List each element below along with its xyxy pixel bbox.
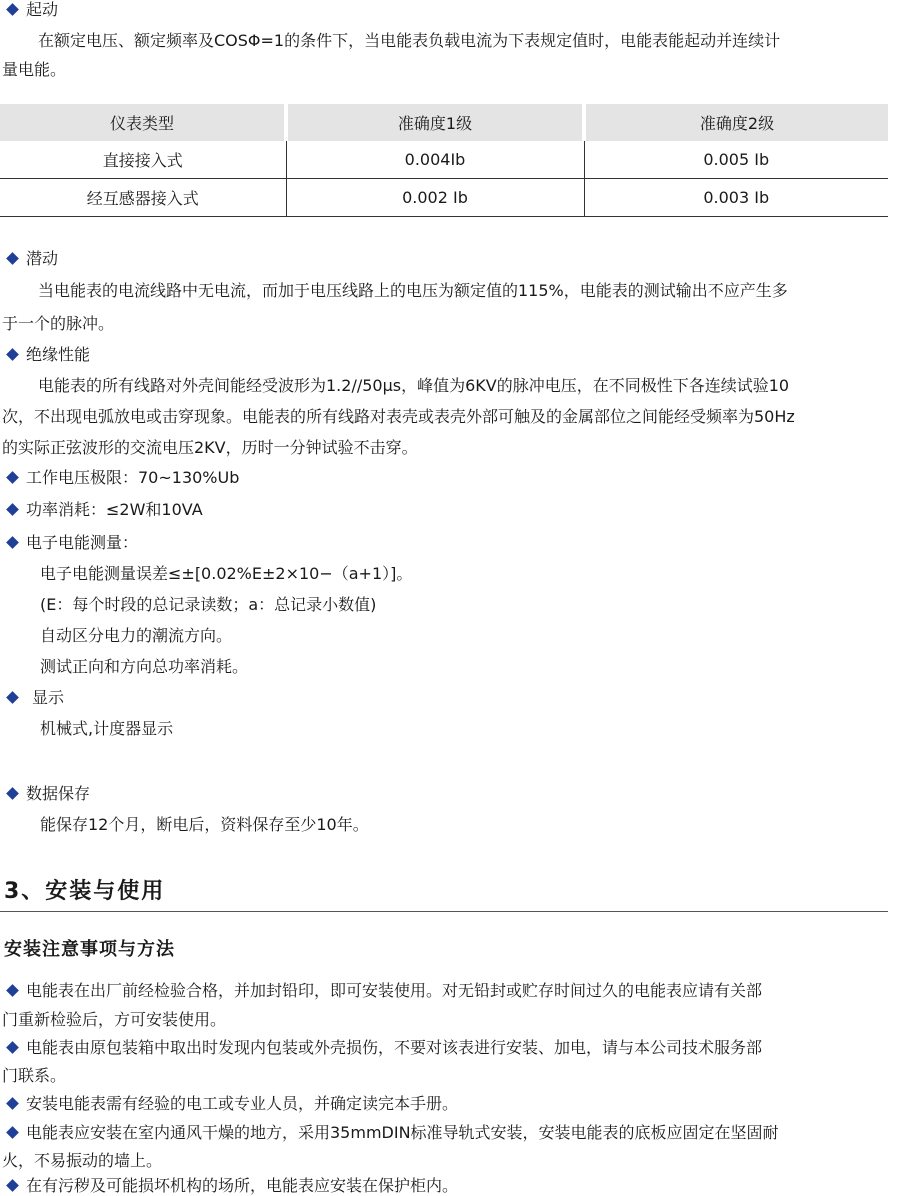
insulation-text-line2: 次，不出现电弧放电或击穿现象。电能表的所有线路对表壳或表壳外部可触及的金属部位之间能经受频率为50Hz: [2, 407, 795, 426]
section-title: 3、安装与使用: [4, 879, 166, 904]
power-consumption-text: 功率消耗：≤2W和10VA: [26, 500, 203, 519]
bullet-diamond-icon: [6, 1097, 19, 1110]
install-item-text: 电能表由原包装箱中取出时发现内包装或外壳损伤，不要对该表进行安装、加电，请与本公司技术服务部: [26, 1038, 763, 1057]
table-header-cell: 准确度1级: [286, 104, 584, 141]
table-cell: 0.003 Ib: [584, 179, 888, 217]
table-row: [0, 179, 888, 217]
bullet-diamond-icon: [6, 1179, 19, 1192]
install-item-text: 门联系。: [2, 1066, 67, 1085]
bullet-diamond-icon: [6, 503, 19, 516]
table-cell: 0.004Ib: [286, 141, 584, 179]
start-text-line2: 量电能。: [2, 60, 67, 79]
creep-text-line1: 当电能表的电流线路中无电流，而加于电压线路上的电压为额定值的115%，电能表的测试输出不应产生多: [38, 281, 788, 300]
measurement-text-line2: (E：每个时段的总记录读数；a：总记录小数值): [40, 595, 377, 614]
start-heading: 起动: [26, 0, 59, 19]
measurement-text-line4: 测试正向和方向总功率消耗。: [40, 657, 249, 676]
table-header-row: [0, 104, 888, 141]
table-cell: 经互感器接入式: [0, 179, 286, 217]
creep-text-line2: 于一个的脉冲。: [2, 314, 115, 333]
bullet-diamond-icon: [6, 1041, 19, 1054]
data-retention-text-line1: 能保存12个月，断电后，资料保存至少10年。: [40, 815, 369, 834]
bullet-diamond-icon: [6, 984, 19, 997]
measurement-heading: 电子电能测量：: [26, 533, 139, 552]
install-item-text: 在有污秽及可能损坏机构的场所，电能表应安装在保护柜内。: [26, 1176, 459, 1195]
table-header-cell: 准确度2级: [584, 104, 888, 141]
bullet-diamond-icon: [6, 787, 19, 800]
bullet-diamond-icon: [6, 536, 19, 549]
table-cell: 0.002 Ib: [286, 179, 584, 217]
install-item-text: 门重新检验后，方可安装使用。: [2, 1010, 227, 1029]
bullet-diamond-icon: [6, 691, 19, 704]
bullet-diamond-icon: [6, 471, 19, 484]
insulation-text-line3: 的实际正弦波形的交流电压2KV，历时一分钟试验不击穿。: [2, 438, 418, 457]
measurement-text-line1: 电子电能测量误差≤±[0.02%E±2×10−（a+1）]。: [40, 564, 413, 583]
install-item-text: 安装电能表需有经验的电工或专业人员，并确定读完本手册。: [26, 1094, 459, 1113]
display-heading: 显示: [32, 688, 65, 707]
bullet-diamond-icon: [6, 1126, 19, 1139]
data-retention-heading: 数据保存: [26, 784, 91, 803]
start-current-table: [0, 104, 888, 217]
bullet-diamond-icon: [6, 3, 19, 16]
insulation-text-line1: 电能表的所有线路对外壳间能经受波形为1.2//50μs，峰值为6KV的脉冲电压，在不同极性下各连续试验10: [38, 376, 790, 395]
section-subtitle: 安装注意事项与方法: [4, 939, 175, 960]
table-cell: 直接接入式: [0, 141, 286, 179]
section-divider: [0, 911, 888, 912]
install-item-text: 电能表在出厂前经检验合格，并加封铅印，即可安装使用。对无铅封或贮存时间过久的电能表应请有关部: [26, 981, 763, 1000]
measurement-text-line3: 自动区分电力的潮流方向。: [40, 626, 233, 645]
table-header-cell: 仪表类型: [0, 104, 286, 141]
insulation-heading: 绝缘性能: [26, 345, 91, 364]
install-item-text: 火，不易振动的墙上。: [2, 1151, 163, 1170]
display-text-line1: 机械式,计度器显示: [40, 719, 174, 738]
voltage-limit-text: 工作电压极限：70~130%Ub: [26, 468, 240, 487]
install-item-text: 电能表应安装在室内通风干燥的地方，采用35mmDIN标准导轨式安装，安装电能表的底板应固定在坚固耐: [26, 1123, 779, 1142]
start-text-line1: 在额定电压、额定频率及COSΦ=1的条件下，当电能表负载电流为下表规定值时，电能表能起动并连续计: [38, 31, 781, 50]
creep-heading: 潜动: [26, 249, 59, 268]
table-row: [0, 141, 888, 179]
bullet-diamond-icon: [6, 348, 19, 361]
table-cell: 0.005 Ib: [584, 141, 888, 179]
bullet-diamond-icon: [6, 252, 19, 265]
